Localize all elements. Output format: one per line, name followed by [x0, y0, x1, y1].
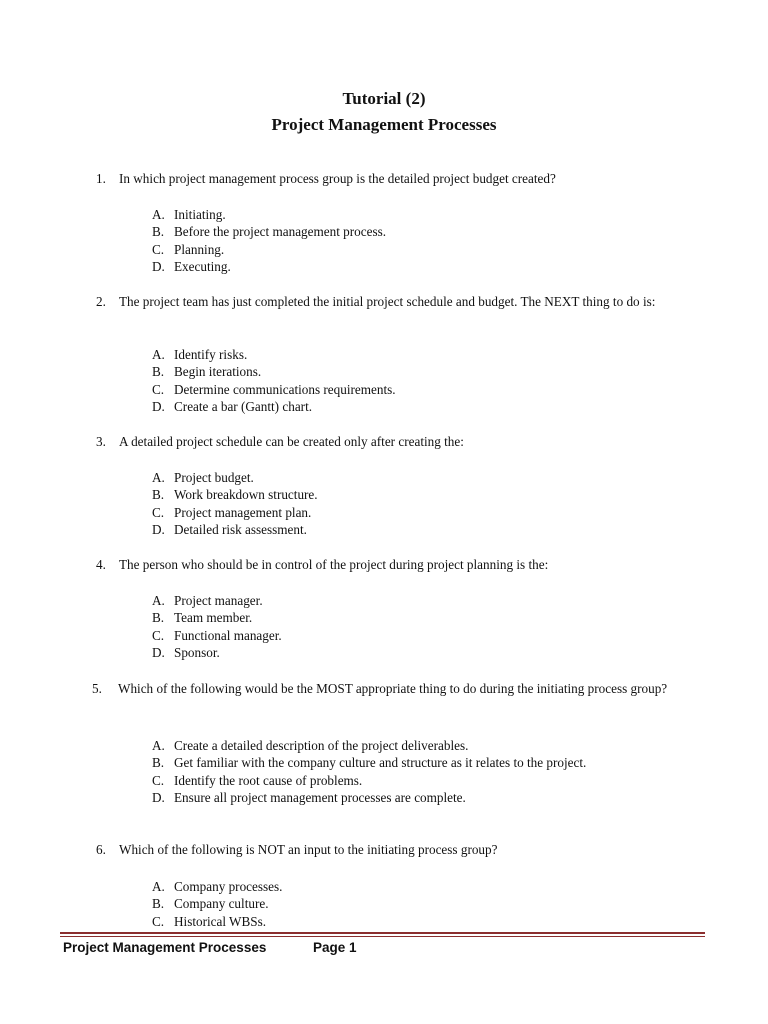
option-text: Team member.: [174, 610, 253, 626]
option-letter: D.: [152, 644, 165, 660]
option-letter: A.: [152, 207, 165, 222]
option-text: Project management plan.: [174, 504, 312, 520]
option: [152, 627, 282, 644]
options-6: [152, 878, 282, 930]
option-letter: D.: [152, 521, 165, 537]
question-text: The person who should be in control of the project during project planning is the:: [119, 557, 549, 572]
option-letter: B.: [152, 224, 165, 240]
footer-title: Project Management Processes: [63, 940, 267, 955]
option-text: Ensure all project management processes are complete.: [174, 789, 466, 805]
option-letter: B.: [152, 896, 165, 912]
option-text: Historical WBSs.: [174, 913, 267, 929]
options-3: [152, 469, 318, 538]
question-text: A detailed project schedule can be created only after creating the:: [119, 434, 464, 449]
question-number: 3.: [96, 434, 106, 449]
question-number: 4.: [96, 557, 106, 572]
option: [152, 521, 318, 538]
option: [152, 609, 282, 626]
option-letter: C.: [152, 913, 165, 929]
option-letter: C.: [152, 772, 165, 788]
option-text: Project manager.: [174, 593, 263, 608]
option: [152, 258, 386, 275]
option-letter: B.: [152, 364, 165, 380]
option-letter: C.: [152, 381, 165, 397]
option-letter: D.: [152, 789, 165, 805]
question-text: The project team has just completed the initial project schedule and budget. The NEXT thing to do is:: [119, 294, 656, 309]
option-letter: A.: [152, 470, 165, 485]
option-letter: A.: [152, 879, 165, 894]
options-5: [152, 737, 586, 806]
option-letter: A.: [152, 347, 165, 362]
question-5: [92, 680, 702, 697]
option-letter: D.: [152, 258, 165, 274]
option-text: Determine communications requirements.: [174, 381, 396, 397]
question-2: [96, 293, 706, 310]
option: [152, 504, 318, 521]
option-letter: B.: [152, 755, 165, 771]
footer-divider: [60, 932, 705, 934]
option-text: Planning.: [174, 241, 225, 257]
option: [152, 895, 282, 912]
question-1: [96, 170, 706, 187]
option-letter: A.: [152, 593, 165, 608]
option-letter: C.: [152, 504, 165, 520]
option-letter: C.: [152, 627, 165, 643]
question-text: Which of the following would be the MOST appropriate thing to do during the initiating process group?: [118, 681, 668, 696]
option: [152, 469, 318, 486]
question-text: Which of the following is NOT an input to the initiating process group?: [119, 842, 498, 857]
option-letter: A.: [152, 738, 165, 753]
option: [152, 772, 586, 789]
option-text: Create a detailed description of the project deliverables.: [174, 738, 469, 753]
option-text: Company processes.: [174, 879, 283, 894]
option: [152, 363, 396, 380]
option: [152, 241, 386, 258]
option-text: Get familiar with the company culture and structure as it relates to the project.: [174, 755, 587, 771]
option: [152, 223, 386, 240]
question-4: [96, 556, 706, 573]
question-3: [96, 433, 706, 450]
option: [152, 913, 282, 930]
option-text: Work breakdown structure.: [174, 487, 318, 503]
option: [152, 398, 396, 415]
option-text: Begin iterations.: [174, 364, 262, 380]
options-1: [152, 206, 386, 275]
question-number: 6.: [96, 842, 106, 857]
option-letter: B.: [152, 610, 165, 626]
question-text: In which project management process group is the detailed project budget created?: [119, 171, 556, 186]
option: [152, 346, 396, 363]
option: [152, 737, 586, 754]
page-title: Tutorial (2): [342, 89, 426, 108]
option: [152, 754, 586, 771]
option-text: Identify risks.: [174, 347, 248, 362]
question-number: 1.: [96, 171, 106, 186]
option-letter: D.: [152, 398, 165, 414]
option-text: Sponsor.: [174, 644, 220, 660]
page-number: Page 1: [313, 940, 357, 955]
option-text: Initiating.: [174, 207, 226, 222]
page-subtitle: Project Management Processes: [271, 115, 497, 134]
option-text: Functional manager.: [174, 627, 282, 643]
option: [152, 486, 318, 503]
option-text: Project budget.: [174, 470, 254, 485]
option-letter: B.: [152, 487, 165, 503]
option: [152, 789, 586, 806]
question-number: 5.: [92, 681, 102, 696]
option-text: Company culture.: [174, 896, 269, 912]
options-2: [152, 346, 396, 415]
option: [152, 644, 282, 661]
option: [152, 592, 282, 609]
option-text: Detailed risk assessment.: [174, 521, 307, 537]
option: [152, 206, 386, 223]
question-6: [96, 841, 706, 858]
footer-divider-thin: [60, 936, 705, 937]
option-text: Identify the root cause of problems.: [174, 772, 363, 788]
question-number: 2.: [96, 294, 106, 309]
options-4: [152, 592, 282, 661]
option: [152, 381, 396, 398]
option-letter: C.: [152, 241, 165, 257]
option-text: Executing.: [174, 258, 231, 274]
option-text: Create a bar (Gantt) chart.: [174, 398, 313, 414]
option: [152, 878, 282, 895]
option-text: Before the project management process.: [174, 224, 387, 240]
